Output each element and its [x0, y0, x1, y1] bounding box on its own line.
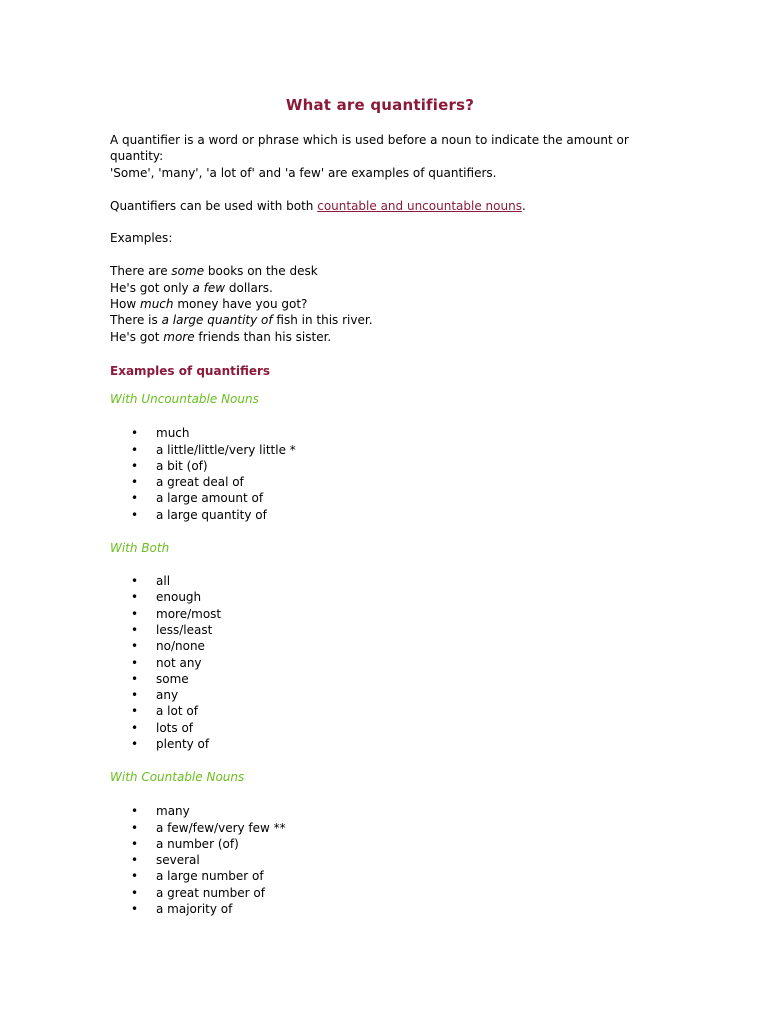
- bullet-icon: •: [131, 885, 139, 900]
- list-item-label: no/none: [156, 639, 205, 654]
- list-item-label: a few/few/very few **: [156, 820, 286, 835]
- countable-text-after: .: [521, 198, 526, 213]
- list-item: [110, 655, 670, 671]
- example-sentence: [110, 296, 670, 312]
- list-item: [110, 589, 670, 605]
- list-item-label: several: [156, 853, 200, 868]
- bullet-icon: •: [131, 902, 139, 917]
- spacer: [110, 407, 670, 425]
- bullet-icon: •: [131, 622, 139, 637]
- bullet-icon: •: [131, 655, 139, 670]
- list-item: [110, 736, 670, 752]
- spacer: [110, 181, 670, 197]
- example-quantifier: a few: [192, 280, 226, 295]
- list-item-label: lots of: [156, 720, 194, 735]
- list-item-label: a large amount of: [156, 491, 264, 506]
- bullet-icon: •: [131, 590, 139, 605]
- example-text: There is: [110, 313, 162, 328]
- list-item: [110, 425, 670, 441]
- uncountable-list: [110, 425, 670, 523]
- example-text: books on the desk: [204, 264, 318, 279]
- list-item-label: less/least: [156, 622, 213, 637]
- intro-line-2: 'Some', 'many', 'a lot of' and 'a few' are examples of quantifiers.: [110, 165, 497, 180]
- list-item: [110, 703, 670, 719]
- spacer: [110, 785, 670, 803]
- intro-line-1: A quantifier is a word or phrase which is used before a noun to indicate the amount or quantity:: [110, 133, 629, 164]
- heading-both: With Both: [110, 541, 170, 556]
- list-item-label: a large number of: [156, 869, 264, 884]
- bullet-icon: •: [131, 639, 139, 654]
- list-item: [110, 885, 670, 901]
- list-item: [110, 836, 670, 852]
- example-text: He's got only: [110, 280, 193, 295]
- bullet-icon: •: [131, 507, 139, 522]
- list-item-label: not any: [156, 655, 202, 670]
- example-text: friends than his sister.: [194, 329, 332, 344]
- bullet-icon: •: [131, 804, 139, 819]
- bullet-icon: •: [131, 426, 139, 441]
- bullet-icon: •: [131, 853, 139, 868]
- example-quantifier: a large quantity of: [161, 313, 273, 328]
- list-item-label: a lot of: [156, 704, 198, 719]
- bullet-icon: •: [131, 820, 139, 835]
- list-item-label: much: [156, 426, 190, 441]
- list-item: [110, 507, 670, 523]
- example-sentences: [110, 263, 670, 345]
- countable-list: [110, 803, 670, 917]
- list-item: [110, 687, 670, 703]
- countable-paragraph: [110, 198, 670, 214]
- section-heading-examples: Examples of quantifiers: [110, 364, 271, 379]
- list-item-label: a large quantity of: [156, 507, 267, 522]
- example-sentence: [110, 280, 670, 296]
- list-item: [110, 490, 670, 506]
- list-item-label: a majority of: [156, 902, 233, 917]
- list-item-label: a bit (of): [156, 458, 208, 473]
- bullet-icon: •: [131, 491, 139, 506]
- list-item: [110, 852, 670, 868]
- list-item-label: any: [156, 688, 179, 703]
- bullet-icon: •: [131, 475, 139, 490]
- both-list: [110, 573, 670, 752]
- spacer: [110, 345, 670, 363]
- example-text: How: [110, 297, 140, 312]
- bullet-icon: •: [131, 442, 139, 457]
- examples-label: Examples:: [110, 231, 173, 246]
- document-page: [110, 96, 670, 917]
- spacer: [110, 752, 670, 769]
- bullet-icon: •: [131, 704, 139, 719]
- heading-countable: With Countable Nouns: [110, 770, 245, 785]
- countable-uncountable-link[interactable]: countable and uncountable nouns: [317, 198, 522, 213]
- list-item: [110, 442, 670, 458]
- list-item: [110, 458, 670, 474]
- list-item-label: some: [156, 671, 189, 686]
- list-item: [110, 901, 670, 917]
- list-item: [110, 868, 670, 884]
- list-item-label: a little/little/very little *: [156, 442, 296, 457]
- example-text: fish in this river.: [272, 313, 373, 328]
- spacer: [110, 247, 670, 263]
- list-item-label: plenty of: [156, 736, 210, 751]
- list-item-label: many: [156, 804, 190, 819]
- spacer: [110, 523, 670, 540]
- spacer: [110, 379, 670, 391]
- list-item-label: enough: [156, 590, 202, 605]
- heading-uncountable: With Uncountable Nouns: [110, 392, 259, 407]
- example-quantifier: much: [140, 297, 174, 312]
- list-item-label: more/most: [156, 606, 222, 621]
- page-title: What are quantifiers?: [285, 96, 475, 114]
- bullet-icon: •: [131, 869, 139, 884]
- example-text: money have you got?: [173, 297, 308, 312]
- list-item: [110, 474, 670, 490]
- list-item: [110, 671, 670, 687]
- example-quantifier: some: [171, 264, 205, 279]
- example-text: dollars.: [225, 280, 273, 295]
- spacer: [110, 214, 670, 230]
- spacer: [110, 556, 670, 573]
- list-item: [110, 638, 670, 654]
- list-item-label: a great deal of: [156, 475, 244, 490]
- bullet-icon: •: [131, 671, 139, 686]
- list-item-label: a number (of): [156, 836, 239, 851]
- list-item: [110, 606, 670, 622]
- bullet-icon: •: [131, 720, 139, 735]
- bullet-icon: •: [131, 606, 139, 621]
- list-item-label: a great number of: [156, 885, 265, 900]
- bullet-icon: •: [131, 836, 139, 851]
- countable-text-before: Quantifiers can be used with both: [110, 198, 318, 213]
- example-sentence: [110, 263, 670, 279]
- bullet-icon: •: [131, 458, 139, 473]
- example-sentence: [110, 329, 670, 345]
- list-item: [110, 803, 670, 819]
- list-item: [110, 720, 670, 736]
- list-item-label: all: [156, 574, 171, 589]
- list-item: [110, 573, 670, 589]
- list-item: [110, 820, 670, 836]
- example-text: There are: [110, 264, 172, 279]
- example-text: He's got: [110, 329, 164, 344]
- bullet-icon: •: [131, 574, 139, 589]
- bullet-icon: •: [131, 736, 139, 751]
- list-item: [110, 622, 670, 638]
- example-quantifier: more: [163, 329, 195, 344]
- bullet-icon: •: [131, 688, 139, 703]
- example-sentence: [110, 312, 670, 328]
